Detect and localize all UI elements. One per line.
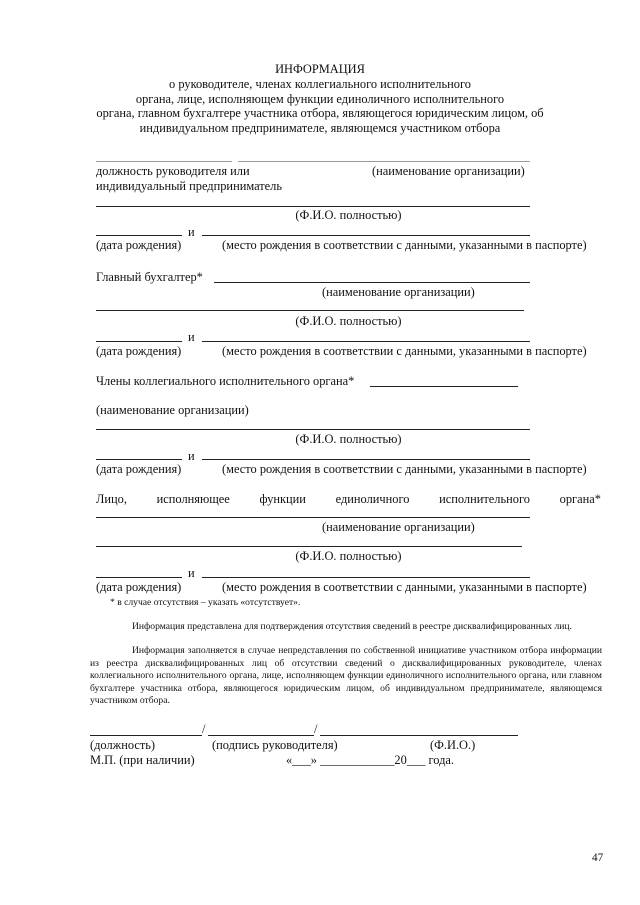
- birth-date-line[interactable]: [96, 459, 182, 460]
- organization-caption: (наименование организации): [372, 164, 525, 178]
- birth-place-line[interactable]: [202, 577, 530, 578]
- sole-executive-org-line[interactable]: [96, 517, 530, 518]
- separator: /: [202, 722, 206, 736]
- title-line-1: о руководителе, членах коллегиального исполнительного: [169, 77, 471, 91]
- fio-line[interactable]: [96, 546, 522, 547]
- title-line-3: органа, главном бухгалтере участника отбора, являющегося юридическим лицом, об: [96, 106, 544, 120]
- title-line-4: индивидуальном предпринимателе, являющемся участником отбора: [139, 121, 501, 135]
- organization-underline[interactable]: [238, 161, 530, 162]
- label-word: единоличного: [335, 492, 410, 506]
- position-label: должность руководителя или: [96, 164, 250, 178]
- birth-place-caption: (место рождения в соответствии с данными, указанными в паспорте): [222, 580, 587, 594]
- signature-caption: (подпись руководителя): [212, 738, 338, 752]
- fio-signature-line[interactable]: [320, 735, 518, 736]
- birth-place-caption: (место рождения в соответствии с данными, указанными в паспорте): [222, 462, 587, 476]
- and-label: и: [188, 225, 195, 239]
- and-label: и: [188, 566, 195, 580]
- sole-executive-label: [96, 492, 601, 507]
- birth-place-caption: (место рождения в соответствии с данными, указанными в паспорте): [222, 344, 587, 358]
- stamp-label: М.П. (при наличии): [90, 753, 195, 767]
- note-paragraph-1: Информация представлена для подтверждения отсутствия сведений в реестре дисквалифицированных лиц.: [132, 621, 572, 632]
- separator: /: [314, 722, 318, 736]
- organization-caption: (наименование организации): [322, 520, 475, 534]
- fio-line[interactable]: [96, 206, 530, 207]
- fio-caption: (Ф.И.О. полностью): [295, 208, 402, 222]
- birth-date-caption: (дата рождения): [96, 238, 182, 252]
- board-members-line[interactable]: [370, 386, 518, 387]
- fio-caption: (Ф.И.О. полностью): [295, 549, 402, 563]
- head-signature-line[interactable]: [208, 735, 314, 736]
- birth-place-line[interactable]: [202, 341, 530, 342]
- birth-date-caption: (дата рождения): [96, 580, 182, 594]
- title-line-2: органа, лице, исполняющем функции единоличного исполнительного: [135, 92, 505, 106]
- birth-place-line[interactable]: [202, 235, 530, 236]
- fio-caption: (Ф.И.О. полностью): [295, 432, 402, 446]
- fio-line[interactable]: [96, 429, 530, 430]
- birth-date-line[interactable]: [96, 341, 182, 342]
- and-label: и: [188, 330, 195, 344]
- fio-line[interactable]: [96, 310, 524, 311]
- label-word: функции: [259, 492, 306, 506]
- date-field[interactable]: «___» ____________20___ года.: [286, 753, 455, 767]
- label-word: органа*: [559, 492, 601, 506]
- chief-accountant-label: Главный бухгалтер*: [96, 270, 203, 284]
- board-members-label: Члены коллегиального исполнительного органа*: [96, 374, 355, 388]
- label-word: исполнительного: [439, 492, 530, 506]
- organization-caption: (наименование организации): [96, 403, 249, 417]
- chief-accountant-org-line[interactable]: [214, 282, 530, 283]
- label-word: исполняющее: [156, 492, 230, 506]
- birth-date-line[interactable]: [96, 577, 182, 578]
- page-number: 47: [592, 852, 604, 864]
- birth-date-line[interactable]: [96, 235, 182, 236]
- label-word: Лицо,: [96, 492, 127, 506]
- position-signature-line[interactable]: [90, 735, 202, 736]
- position-caption: (должность): [90, 738, 156, 752]
- position-underline[interactable]: [96, 161, 232, 162]
- organization-caption: (наименование организации): [322, 285, 475, 299]
- and-label: и: [188, 449, 195, 463]
- fio-caption: (Ф.И.О. полностью): [295, 314, 402, 328]
- birth-place-caption: (место рождения в соответствии с данными, указанными в паспорте): [222, 238, 587, 252]
- note-paragraph-2: Информация заполняется в случае непредставления по собственной инициативе участником отбора информации из реестра дисквалифицированных лиц об отсутствии сведений о дисквалифицированных руководителе, членах коллегиального исполнительного органа, лице, исполняющем функции единоличного исполнительного органа, или главном бухгалтере участника отбора, являющегося юридическим лицом, об индивидуальном предпринимателе, являющемся участником отбора.: [90, 645, 602, 706]
- footnote: * в случае отсутствия – указать «отсутствует».: [110, 597, 301, 608]
- document-heading: ИНФОРМАЦИЯ: [275, 62, 365, 76]
- birth-place-line[interactable]: [202, 459, 530, 460]
- fio-caption: (Ф.И.О.): [430, 738, 476, 752]
- entrepreneur-label: индивидуальный предприниматель: [96, 179, 283, 193]
- birth-date-caption: (дата рождения): [96, 344, 182, 358]
- birth-date-caption: (дата рождения): [96, 462, 182, 476]
